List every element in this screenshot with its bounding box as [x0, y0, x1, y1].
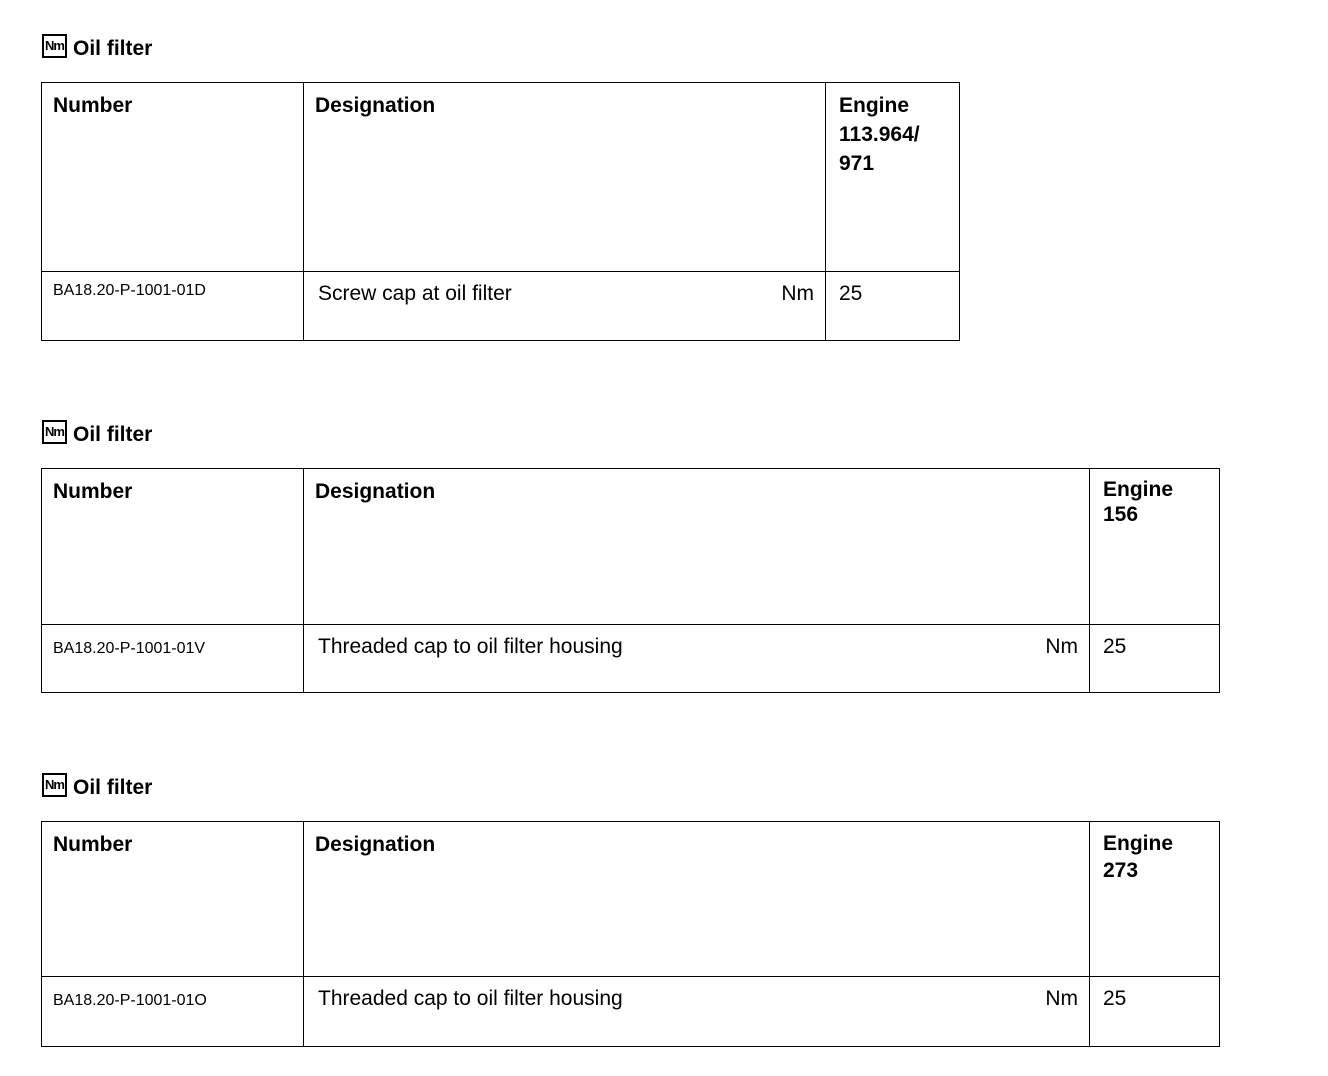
header-designation: Designation: [304, 83, 826, 272]
row-designation-cell: [304, 625, 1090, 693]
row-designation: Threaded cap to oil filter housing: [318, 987, 623, 1010]
row-unit: Nm: [1045, 987, 1078, 1010]
header-engine-line2: 113.964/: [839, 123, 920, 146]
table-row: [42, 977, 1220, 1047]
section-3-title: [42, 772, 152, 800]
row-value: 25: [826, 272, 960, 341]
torque-table-2: [41, 468, 1220, 693]
table-header-row: [42, 822, 1220, 977]
header-engine-line3: 971: [839, 152, 875, 175]
torque-table-1: [41, 82, 960, 341]
section-title-text: Oil filter: [73, 37, 153, 60]
torque-nm-icon: Nm: [42, 773, 67, 797]
header-number: Number: [42, 469, 304, 625]
table-row: [42, 625, 1220, 693]
header-engine-line1: Engine: [1103, 832, 1174, 855]
section-title-text: Oil filter: [73, 423, 153, 446]
row-number: BA18.20-P-1001-01O: [42, 977, 304, 1047]
torque-nm-icon: Nm: [42, 420, 67, 444]
header-designation: Designation: [304, 822, 1090, 977]
torque-table-3: [41, 821, 1220, 1047]
header-engine: [1090, 822, 1220, 977]
row-value: 25: [1090, 977, 1220, 1047]
torque-nm-icon: Nm: [42, 34, 67, 58]
header-engine-line2: 273: [1103, 859, 1139, 882]
header-engine-line2: 156: [1103, 503, 1139, 526]
row-number: BA18.20-P-1001-01D: [42, 272, 304, 341]
table-header-row: [42, 469, 1220, 625]
row-unit: Nm: [1045, 635, 1078, 658]
header-designation: Designation: [304, 469, 1090, 625]
header-number: Number: [42, 83, 304, 272]
header-engine-line1: Engine: [1103, 478, 1174, 501]
row-unit: Nm: [781, 282, 814, 305]
table-header-row: [42, 83, 960, 272]
row-value: 25: [1090, 625, 1220, 693]
section-2-title: [42, 419, 152, 447]
header-number: Number: [42, 822, 304, 977]
row-designation-cell: [304, 977, 1090, 1047]
row-number: BA18.20-P-1001-01V: [42, 625, 304, 693]
row-designation: Screw cap at oil filter: [318, 282, 512, 305]
row-designation-cell: [304, 272, 826, 341]
row-designation: Threaded cap to oil filter housing: [318, 635, 623, 658]
header-engine: [1090, 469, 1220, 625]
header-engine-line1: Engine: [839, 94, 910, 117]
section-title-text: Oil filter: [73, 776, 153, 799]
table-row: [42, 272, 960, 341]
header-engine: [826, 83, 960, 272]
section-1-title: [42, 33, 152, 61]
